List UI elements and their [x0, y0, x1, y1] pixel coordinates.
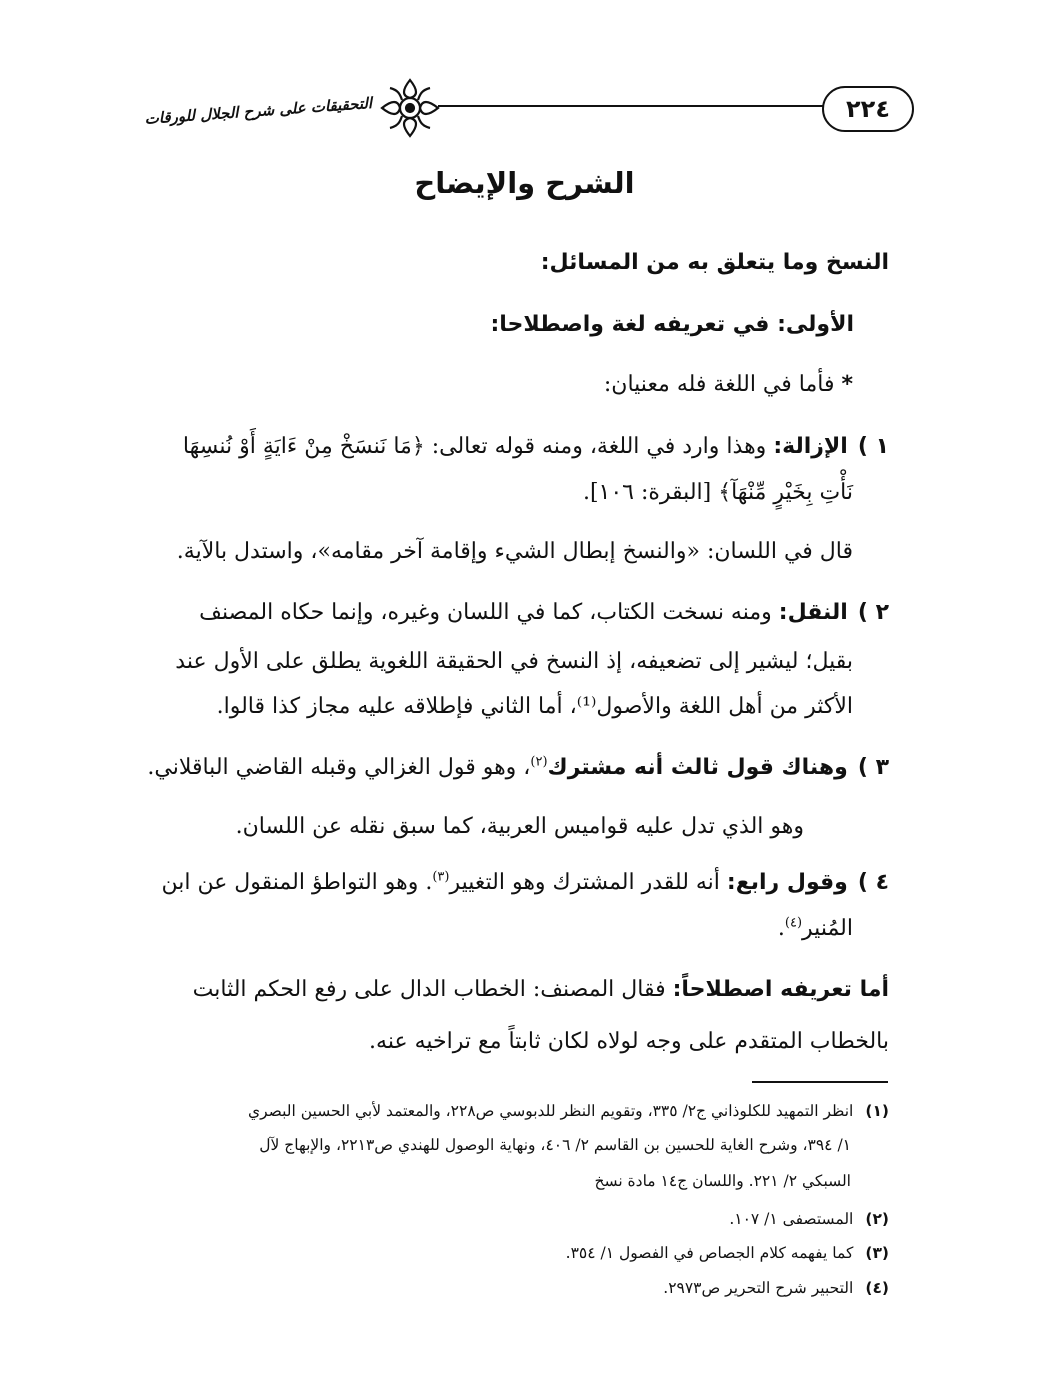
item-2-line-3: الأكثر من أهل اللغة والأصول⁽¹⁾، أما الثاني فإطلاقه عليه مجاز كذا قالوا.: [216, 694, 853, 719]
footnote-2: [729, 1208, 889, 1230]
item-1-line-1: [183, 432, 889, 462]
bullet-symbol: *: [841, 372, 853, 397]
first-issue-heading: الأولى: في تعريفه لغة واصطلاحا:: [490, 312, 854, 337]
footnote-3: [566, 1242, 889, 1264]
item-3-line-1: [147, 753, 889, 783]
item-number: ٣ ): [857, 755, 889, 780]
footnote-ref: (٤): [784, 915, 803, 931]
footnote-number: (٤): [865, 1279, 889, 1297]
footnote-1-line-3: السبكي ٢/ ٢٢١. واللسان ج١٤ مادة نسخ: [594, 1172, 851, 1190]
item-text: .: [777, 916, 785, 941]
header-rule: [438, 105, 824, 107]
footnote-number: (٢): [865, 1210, 889, 1228]
item-2-line-1: [199, 598, 889, 628]
page-number: ٢٢٤: [822, 86, 914, 132]
footnote-text: التحبير شرح التحرير ص٢٩٧٣.: [663, 1279, 854, 1297]
item-lead: النقل:: [778, 600, 848, 625]
definition-line-2: بالخطاب المتقدم على وجه لولاه لكان ثابتاً مع تراخيه عنه.: [369, 1029, 889, 1054]
bullet-text: فأما في اللغة فله معنيان:: [603, 372, 835, 397]
item-number: ٢ ): [857, 600, 889, 625]
definition-text: فقال المصنف: الخطاب الدال على رفع الحكم الثابت: [192, 977, 666, 1002]
section-title: الشرح والإيضاح: [414, 166, 635, 200]
footnote-rule: [752, 1081, 888, 1083]
definition-lead: أما تعريفه اصطلاحاً:: [672, 977, 889, 1002]
item-text: . وهو التواطؤ المنقول عن ابن: [161, 870, 433, 895]
definition-line-1: [193, 975, 889, 1005]
footnote-ref: (٣): [432, 869, 450, 885]
floral-ornament-icon: [378, 76, 442, 140]
footnote-4: [663, 1277, 889, 1299]
item-text: ، وهو قول الغزالي وقبله القاضي الباقلاني.: [147, 755, 531, 780]
item-number: ١ ): [857, 434, 889, 459]
item-4-line-1: [161, 868, 889, 898]
bullet-line: [604, 370, 853, 400]
item-lead: وقول رابع:: [726, 870, 848, 895]
item-text: المُنير: [802, 916, 853, 941]
item-1-note: قال في اللسان: «والنسخ إبطال الشيء وإقامة آخر مقامه»، واستدل بالآية.: [176, 539, 853, 564]
footnote-text: المستصفى ١/ ١٠٧.: [729, 1210, 854, 1228]
footnote-text: انظر التمهيد للكلوذاني ج٢/ ٣٣٥، وتقويم النظر للدبوسي ص٢٢٨، والمعتمد لأبي الحسين البصري: [247, 1102, 854, 1120]
item-text: وهذا وارد في اللغة، ومنه قوله تعالى: ﴿مَا نَنسَخْ مِنْ ءَايَةٍ أَوْ نُنسِهَا: [182, 434, 767, 459]
footnote-number: (١): [865, 1102, 889, 1120]
footnote-text: كما يفهمه كلام الجصاص في الفصول ١/ ٣٥٤.: [565, 1244, 854, 1262]
item-lead: الإزالة:: [773, 434, 848, 459]
item-text: ومنه نسخت الكتاب، كما في اللسان وغيره، وإنما حكاه المصنف: [199, 600, 772, 625]
item-3-note: وهو الذي تدل عليه قواميس العربية، كما سبق نقله عن اللسان.: [235, 814, 804, 839]
item-number: ٤ ): [857, 870, 889, 895]
running-title: التحقيقات على شرح الجلال للورقات: [144, 94, 373, 128]
footnote-ref: (٢): [530, 754, 548, 770]
item-1-line-2: نَأْتِ بِخَيْرٍ مِّنْهَآ﴾ [البقرة: ١٠٦].: [582, 480, 853, 505]
footnote-number: (٣): [865, 1244, 889, 1262]
item-2-line-2: بقيل؛ ليشير إلى تضعيفه، إذ النسخ في الحقيقة اللغوية يطلق على الأول عند: [175, 649, 853, 674]
topic-heading: النسخ وما يتعلق به من المسائل:: [540, 250, 889, 275]
footnote-1-line-1: [248, 1100, 889, 1122]
footnote-1-line-2: ١/ ٣٩٤، وشرح الغاية للحسين بن القاسم ٢/ ٤٠٦، ونهاية الوصول للهندي ص٢٢١٣، والإبهاج لآل: [259, 1136, 851, 1154]
item-4-line-2: [778, 914, 853, 944]
item-lead: وهناك قول ثالث أنه مشترك: [547, 755, 848, 780]
item-text: أنه للقدر المشترك وهو التغيير: [449, 870, 720, 895]
